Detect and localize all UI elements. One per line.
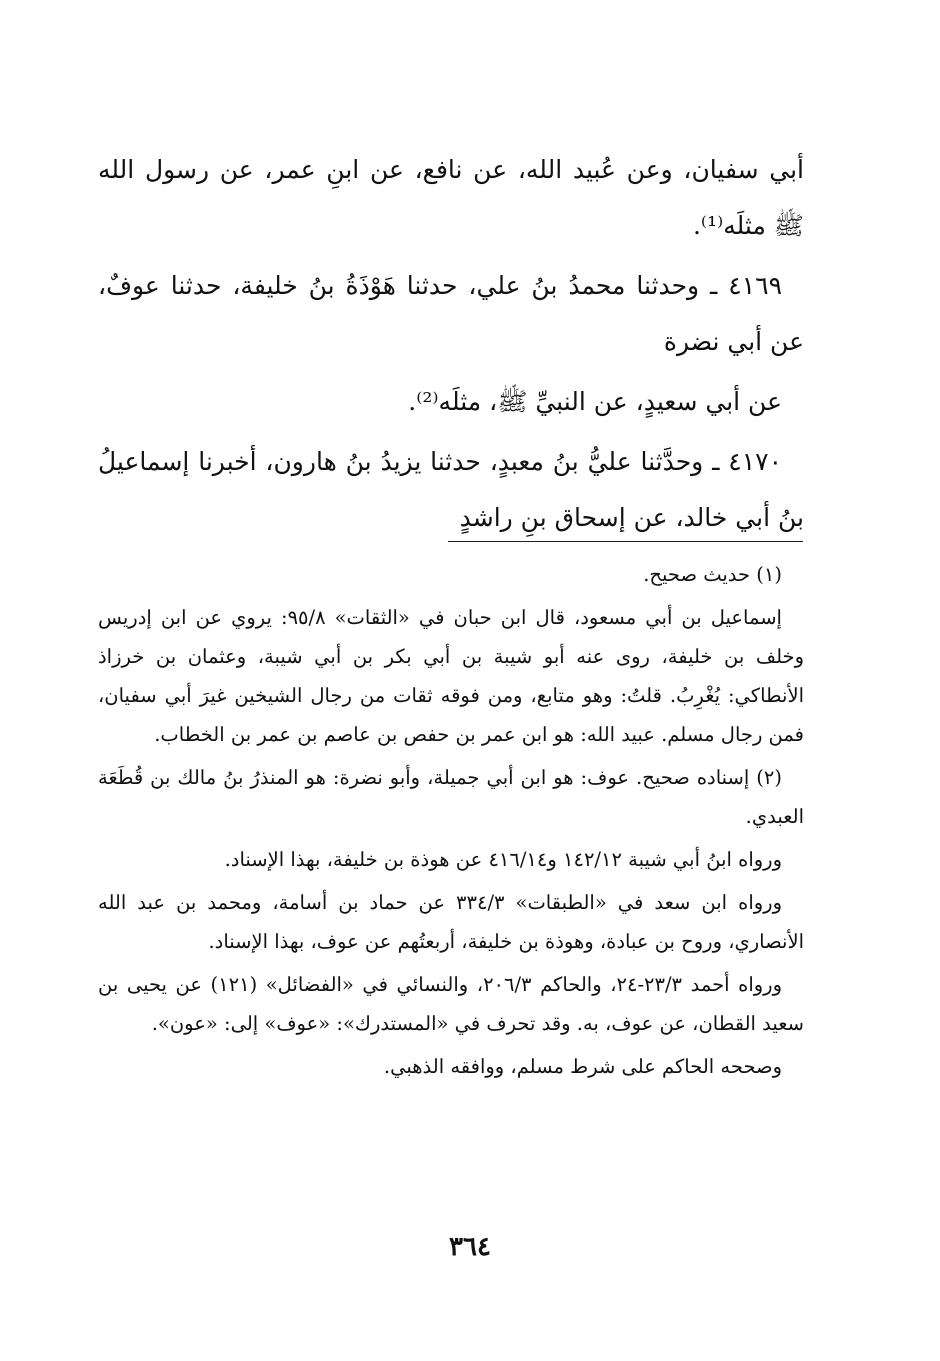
page-number: ٣٦٤ <box>449 1232 491 1262</box>
hadith-4170: ٤١٧٠ ـ وحدَّثنا عليُّ بنُ معبدٍ، حدثنا يزيدُ بنُ هارون، أخبرنا إسماعيلُ بنُ أبي خالد، عن إسحاق بنِ راشدٍ <box>98 447 804 532</box>
footnote-1-heading: (١) حديث صحيح. <box>643 563 782 586</box>
footnote-2-text: ورواه ابنُ أبي شيبة ١٤٢/١٢ و٤١٦/١٤ عن هوذة بن خليفة، بهذا الإسناد. <box>224 848 782 871</box>
footnote-2-text: وصححه الحاكم على شرط مسلم، ووافقه الذهبي. <box>383 1055 782 1078</box>
footnote-2-heading: (٢) إسناده صحيح. عوف: هو ابن أبي جميلة، وأبو نضرة: هو المنذرُ بنُ مالك بن قُطَعَة العبدي. <box>98 766 804 828</box>
footnote-2-text: ورواه ابن سعد في «الطبقات» ٣٣٤/٣ عن حماد بن أسامة، ومحمد بن عبد الله الأنصاري، وروح بن عبادة، وهوذة بن خليفة، أربعتُهم عن عوف، بهذا الإسناد. <box>98 891 804 953</box>
hadith-4169: ٤١٦٩ ـ وحدثنا محمدُ بنُ علي، حدثنا هَوْذَةُ بنُ خليفة، حدثنا عوفٌ، عن أبي نضرة <box>98 271 804 356</box>
main-paragraph: أبي سفيان، وعن عُبيد الله، عن نافع، عن ابنِ عمر، عن رسول الله ﷺ مثلَه⁽¹⁾. <box>98 155 804 240</box>
main-text <box>98 142 804 550</box>
main-paragraph: عن أبي سعيدٍ، عن النبيِّ ﷺ، مثلَه⁽²⁾. <box>408 387 782 416</box>
footnotes <box>98 555 804 1090</box>
footnote-divider <box>448 541 803 542</box>
footnote-2-text: ورواه أحمد ٢٣/٣-٢٤، والحاكم ٢٠٦/٣، والنسائي في «الفضائل» (١٢١) عن يحيى بن سعيد القطان، عن عوف، به. وقد تحرف في «المستدرك»: «عوف» إلى: «عون». <box>98 973 804 1035</box>
footnote-1-text: إسماعيل بن أبي مسعود، قال ابن حبان في «الثقات» ٩٥/٨: يروي عن ابن إدريس وخلف بن خليفة، روى عنه أبو شيبة بن أبي بكر بن أبي شيبة، وعثمان بن خرزاذ الأنطاكي: يُغْرِبُ. قلتُ: وهو متابع، ومن فوقه ثقات من رجال الشيخين غيرَ أبي سفيان، فمن رجال مسلم. عبيد الله: هو ابن عمر بن حفص بن عاصم بن عمر بن الخطاب. <box>98 606 804 746</box>
